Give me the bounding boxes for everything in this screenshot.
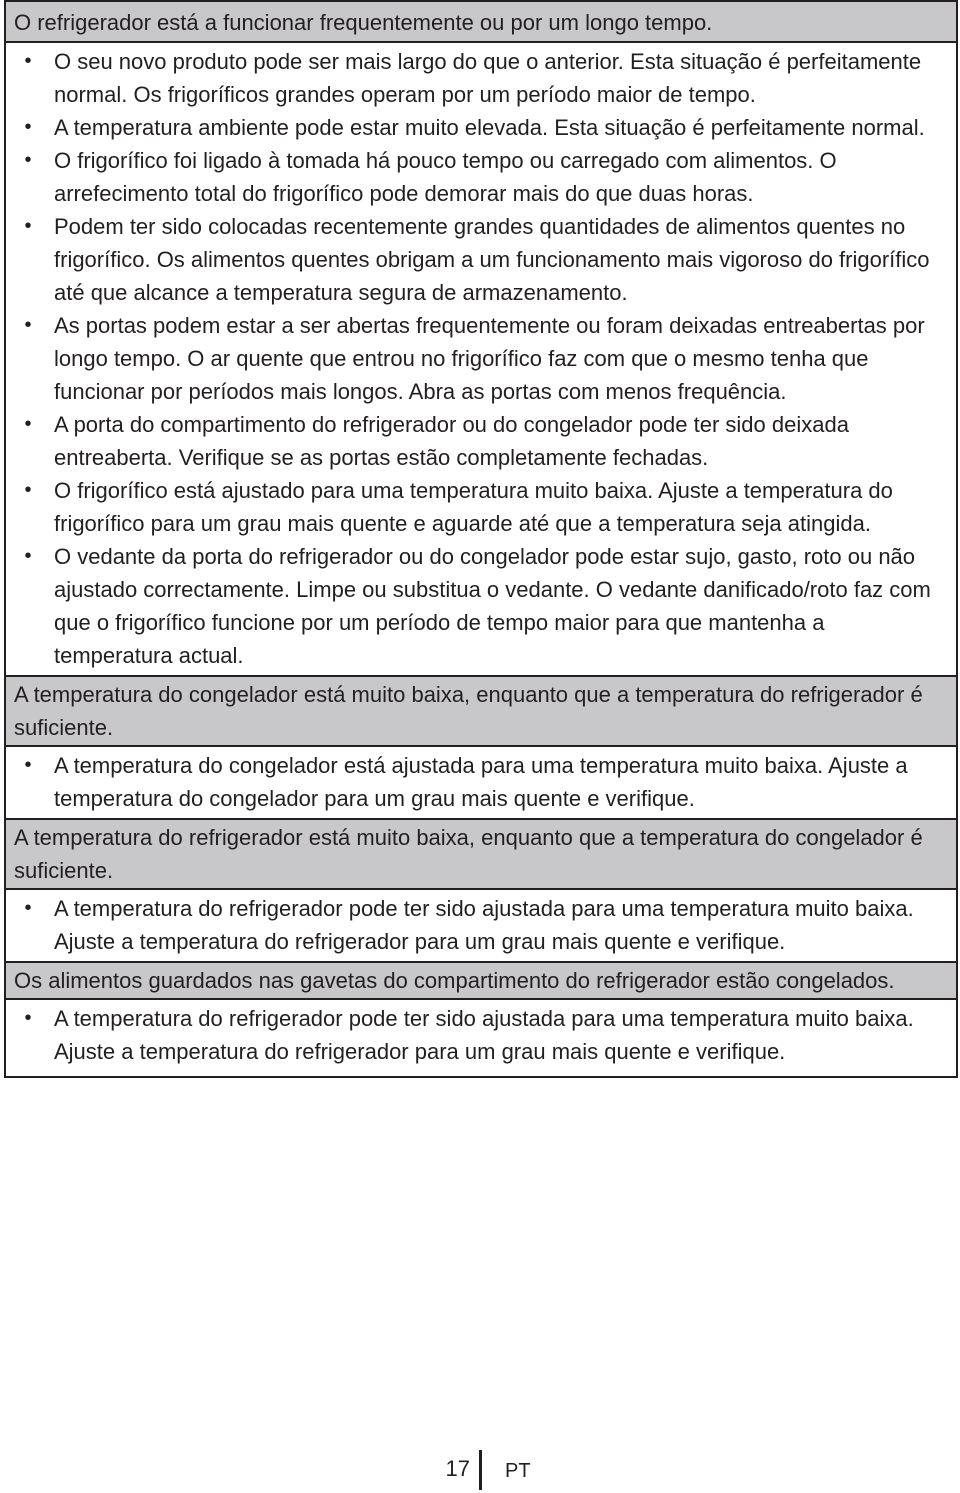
list-item-text: O frigorífico está ajustado para uma temperatura muito baixa. Ajuste a temperatura do frigorífico para um grau mais quente e aguarde até que a temperatura seja atingida. (54, 478, 893, 536)
list-item-text: A temperatura do refrigerador pode ter sido ajustada para uma temperatura muito baixa. Ajuste a temperatura do refrigerador para um grau mais quente e verifique. (54, 1006, 914, 1064)
bullet-list (16, 45, 948, 672)
list-item (16, 474, 948, 540)
list-item-text: A temperatura ambiente pode estar muito elevada. Esta situação é perfeitamente normal. (54, 115, 925, 140)
list-item (16, 540, 948, 672)
section-header-refrigerator-running: O refrigerador está a funcionar frequentemente ou por um longo tempo. (6, 2, 956, 43)
bullet-icon: • (24, 314, 32, 336)
bullet-icon: • (24, 50, 32, 72)
list-item-text: A porta do compartimento do refrigerador ou do congelador pode ter sido deixada entreaberta. Verifique se as portas estão completamente fechadas. (54, 412, 849, 470)
bullet-icon: • (24, 754, 32, 776)
bullet-list (16, 1002, 948, 1068)
bullet-icon: • (24, 116, 32, 138)
bullet-icon: • (24, 1007, 32, 1029)
section-body-drawer-food-frozen (6, 1000, 956, 1076)
list-item-text: A temperatura do congelador está ajustada para uma temperatura muito baixa. Ajuste a temperatura do congelador para um grau mais quente e verifique. (54, 753, 908, 811)
bullet-list (16, 892, 948, 958)
section-header-refrigerator-too-cold: A temperatura do refrigerador está muito baixa, enquanto que a temperatura do congelador é suficiente. (6, 820, 956, 890)
list-item-text: O vedante da porta do refrigerador ou do congelador pode estar sujo, gasto, roto ou não ajustado correctamente. Limpe ou substitua o vedante. O vedante danificado/roto faz com que o frigorífico funcione por um período de tempo maior para que mantenha a temperatura actual. (54, 544, 931, 668)
list-item (16, 1002, 948, 1068)
list-item (16, 144, 948, 210)
list-item-text: Podem ter sido colocadas recentemente grandes quantidades de alimentos quentes no frigorífico. Os alimentos quentes obrigam a um funcionamento mais vigoroso do frigorífico até que alcance a temperatura segura de armazenamento. (54, 214, 930, 305)
page-footer (0, 1450, 960, 1490)
list-item (16, 45, 948, 111)
list-item (16, 892, 948, 958)
bullet-icon: • (24, 149, 32, 171)
bullet-icon: • (24, 897, 32, 919)
list-item-text: O seu novo produto pode ser mais largo do que o anterior. Esta situação é perfeitamente normal. Os frigoríficos grandes operam por um período maior de tempo. (54, 49, 922, 107)
list-item-text: As portas podem estar a ser abertas frequentemente ou foram deixadas entreabertas por longo tempo. O ar quente que entrou no frigorífico faz com que o mesmo tenha que funcionar por períodos mais longos. Abra as portas com menos frequência. (54, 313, 925, 404)
page-number: 17 (445, 1456, 470, 1481)
bullet-icon: • (24, 215, 32, 237)
list-item (16, 210, 948, 309)
section-body-refrigerator-too-cold (6, 890, 956, 963)
list-item (16, 309, 948, 408)
bullet-icon: • (24, 413, 32, 435)
language-code: PT (505, 1460, 531, 1482)
troubleshooting-table (4, 0, 958, 1078)
bullet-icon: • (24, 545, 32, 567)
bullet-list (16, 749, 948, 815)
list-item (16, 749, 948, 815)
section-header-freezer-too-cold: A temperatura do congelador está muito baixa, enquanto que a temperatura do refrigerador é suficiente. (6, 677, 956, 747)
list-item-text: O frigorífico foi ligado à tomada há pouco tempo ou carregado com alimentos. O arrefecimento total do frigorífico pode demorar mais do que duas horas. (54, 148, 837, 206)
list-item (16, 408, 948, 474)
section-body-refrigerator-running (6, 43, 956, 677)
list-item-text: A temperatura do refrigerador pode ter sido ajustada para uma temperatura muito baixa. Ajuste a temperatura do refrigerador para um grau mais quente e verifique. (54, 896, 914, 954)
list-item (16, 111, 948, 144)
footer-divider (479, 1450, 482, 1490)
bullet-icon: • (24, 479, 32, 501)
section-header-drawer-food-frozen: Os alimentos guardados nas gavetas do compartimento do refrigerador estão congelados. (6, 963, 956, 1000)
section-body-freezer-too-cold (6, 747, 956, 820)
